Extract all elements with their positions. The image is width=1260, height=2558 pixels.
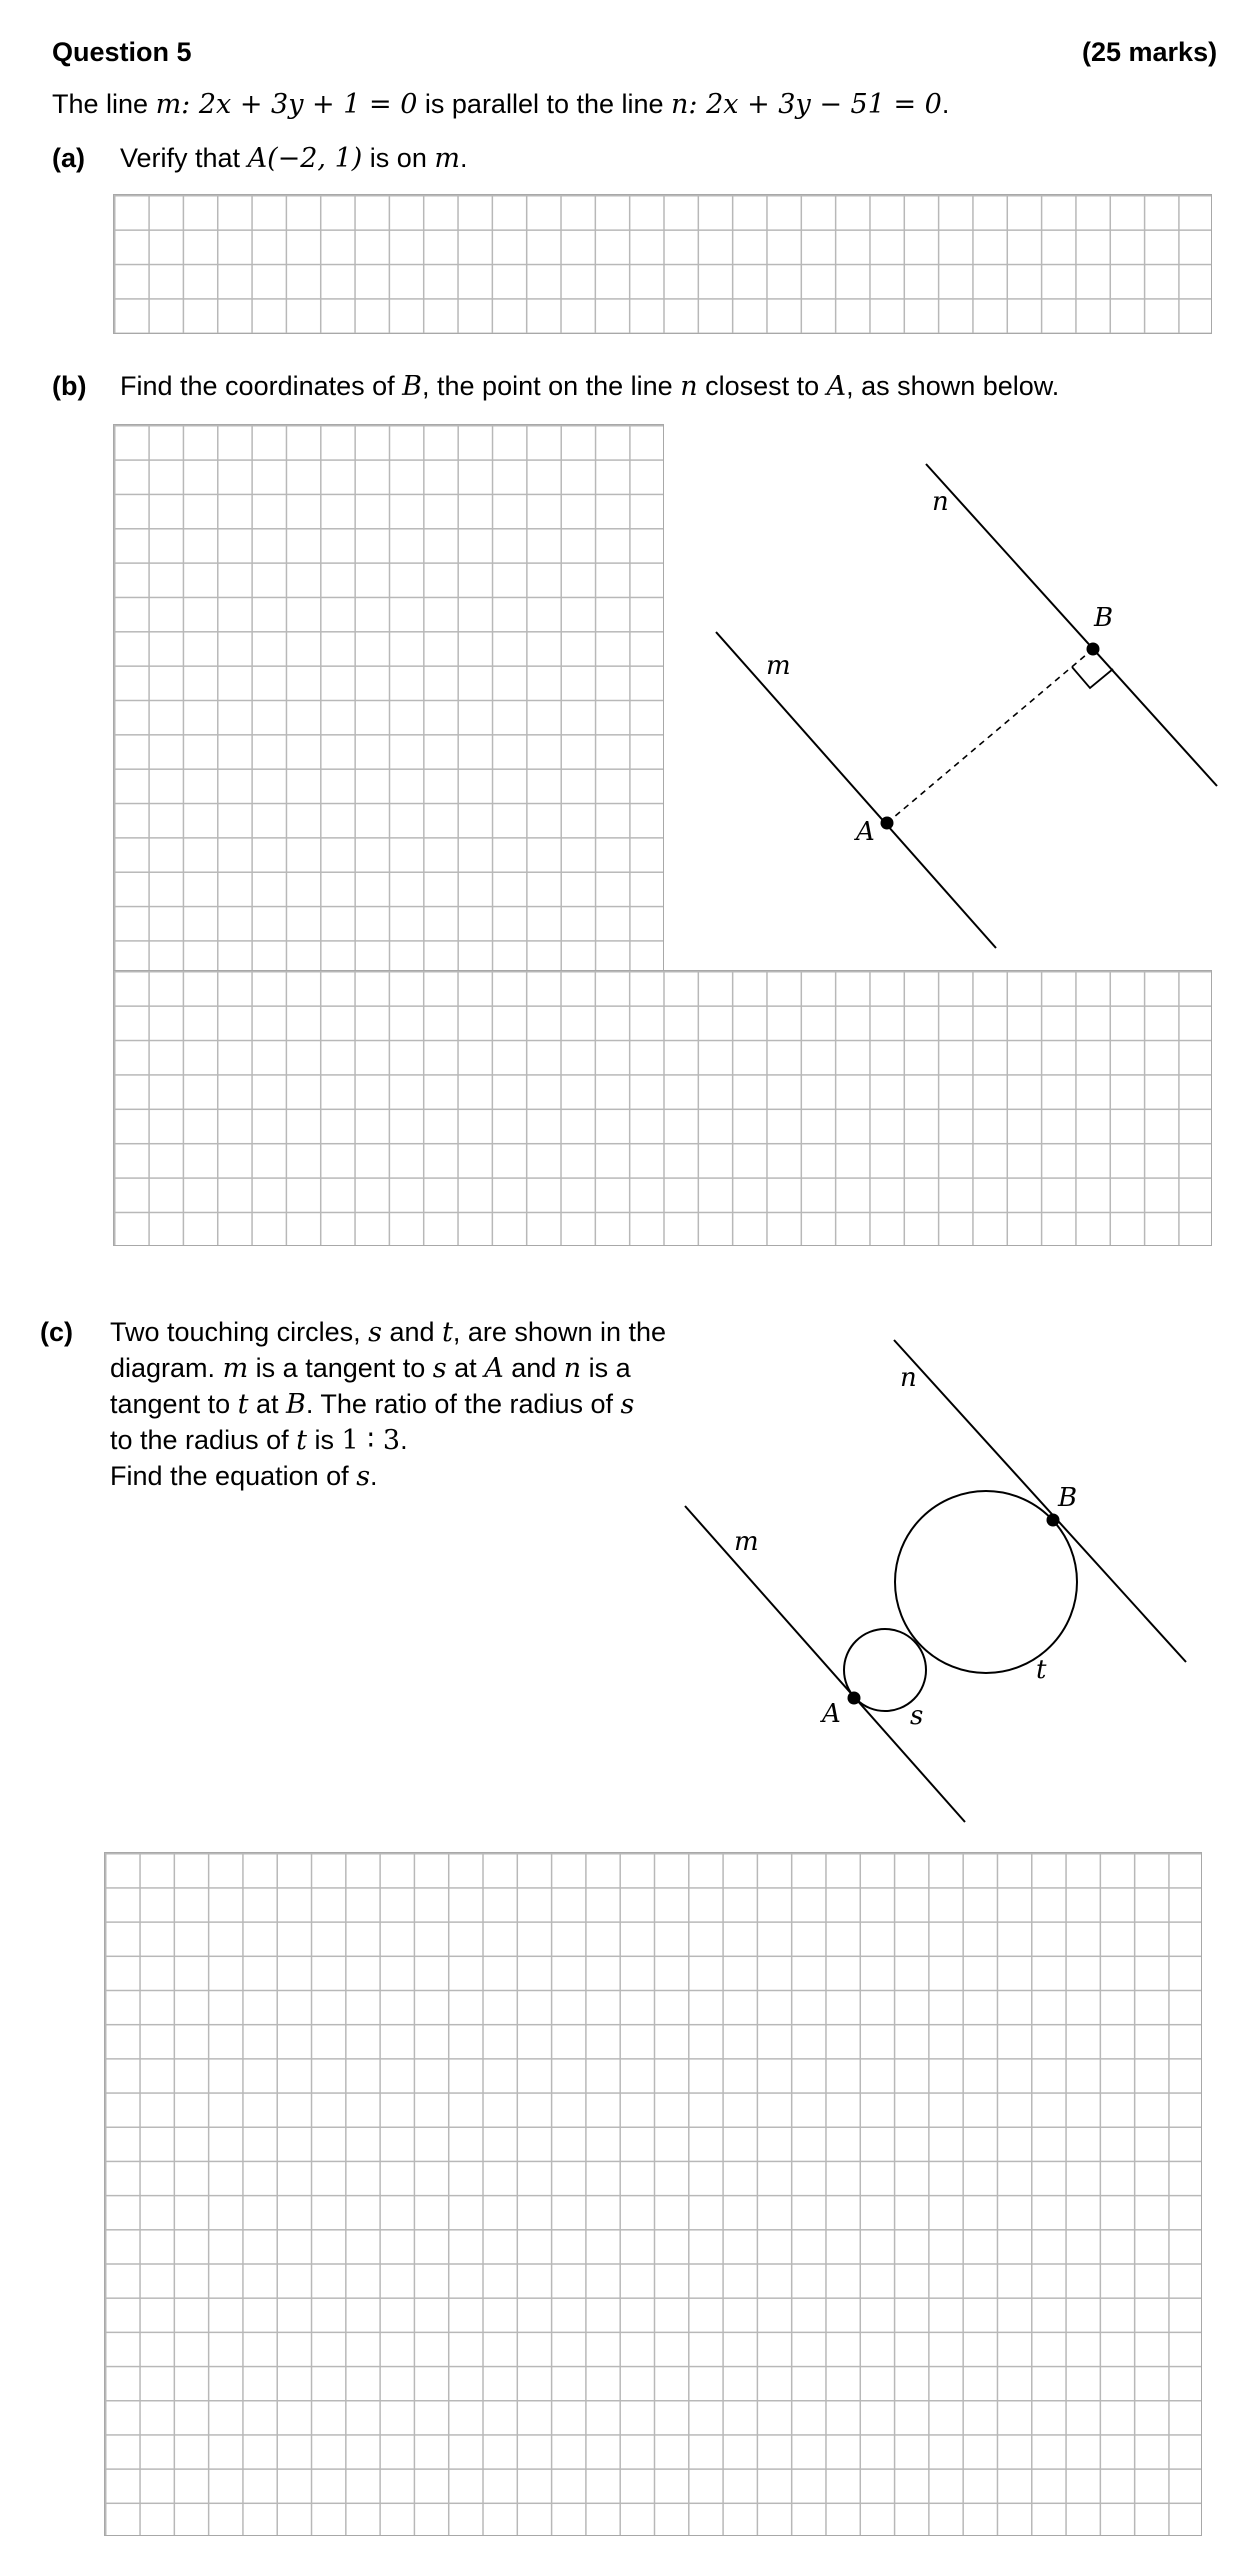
answer-grid-c[interactable] bbox=[104, 1852, 1202, 2536]
c-l4-pre: to the radius of bbox=[110, 1425, 297, 1455]
c-l2-n: n bbox=[563, 1353, 582, 1384]
c-l1-t: t bbox=[442, 1317, 453, 1348]
c-l2-m: m bbox=[222, 1353, 249, 1384]
point-b-ref: B bbox=[402, 371, 423, 402]
part-c-line-5 bbox=[110, 1458, 378, 1495]
c-l4-is: is bbox=[306, 1425, 342, 1455]
line-n-equation: n: 2x + 3y − 51 = 0 bbox=[671, 89, 942, 120]
c-l2-post: is a bbox=[581, 1353, 631, 1383]
question-marks: (25 marks) bbox=[1082, 37, 1218, 67]
part-b-pre: Find the coordinates of bbox=[120, 371, 403, 401]
point-a-ref: A bbox=[826, 371, 847, 402]
point-a: A(−2, 1) bbox=[247, 143, 363, 174]
c-l4-post: . bbox=[400, 1425, 408, 1455]
part-b-label: (b) bbox=[52, 371, 87, 401]
c-l2-a: A bbox=[484, 1353, 504, 1384]
question-title: Question 5 bbox=[52, 37, 192, 67]
label-b: B bbox=[1058, 1483, 1078, 1513]
line-m bbox=[685, 1506, 965, 1822]
c-l2-and: and bbox=[503, 1353, 564, 1383]
c-l1-post: , are shown in the bbox=[452, 1317, 667, 1347]
intro-mid: is parallel to the line bbox=[417, 89, 672, 119]
intro-post: . bbox=[941, 89, 950, 119]
line-m-equation: m: 2x + 3y + 1 = 0 bbox=[155, 89, 418, 120]
diagram-c bbox=[660, 1320, 1220, 1840]
perpendicular-dashed bbox=[887, 649, 1093, 823]
part-c-line-4 bbox=[110, 1422, 408, 1459]
label-n: n bbox=[900, 1363, 917, 1393]
part-a-mid: is on bbox=[362, 143, 435, 173]
c-l2-pre: diagram. bbox=[110, 1353, 223, 1383]
c-l3-pre: tangent to bbox=[110, 1389, 238, 1419]
c-l4-ratio: 1 ∶ 3 bbox=[341, 1425, 401, 1456]
part-c-line-2 bbox=[110, 1350, 631, 1387]
label-a: A bbox=[822, 1699, 841, 1729]
c-l1-pre: Two touching circles, bbox=[110, 1317, 369, 1347]
c-l2-mid: is a tangent to bbox=[248, 1353, 433, 1383]
label-a: A bbox=[856, 817, 875, 847]
part-a-label: (a) bbox=[52, 143, 85, 173]
answer-grid-a[interactable] bbox=[113, 194, 1212, 334]
c-l1-s: s bbox=[368, 1317, 382, 1348]
line-n bbox=[926, 464, 1217, 786]
intro-pre: The line bbox=[52, 89, 156, 119]
label-m: m bbox=[766, 651, 791, 681]
part-b-post: , as shown below. bbox=[846, 371, 1060, 401]
line-n-ref: n bbox=[680, 371, 698, 402]
point-a-dot bbox=[848, 1692, 861, 1705]
c-l5-s: s bbox=[356, 1461, 371, 1492]
diagram-b bbox=[680, 430, 1240, 970]
point-b-dot bbox=[1087, 643, 1100, 656]
label-b: B bbox=[1094, 603, 1114, 633]
label-t: t bbox=[1036, 1655, 1047, 1685]
part-c-line-1 bbox=[110, 1314, 666, 1351]
part-b-mid: , the point on the line bbox=[422, 371, 681, 401]
part-a-post: . bbox=[459, 143, 468, 173]
line-m bbox=[716, 632, 996, 948]
point-a-dot bbox=[881, 817, 894, 830]
intro-text bbox=[52, 86, 949, 123]
c-l3-post: . The ratio of the radius of bbox=[305, 1389, 621, 1419]
c-l3-at: at bbox=[248, 1389, 286, 1419]
c-l3-b: B bbox=[286, 1389, 306, 1420]
right-angle-marker bbox=[1072, 667, 1113, 688]
label-m: m bbox=[734, 1527, 759, 1557]
point-b-dot bbox=[1047, 1514, 1060, 1527]
line-m-ref: m bbox=[434, 143, 460, 174]
c-l2-s: s bbox=[432, 1353, 447, 1384]
part-a-text bbox=[120, 140, 467, 177]
part-c-line-3 bbox=[110, 1386, 634, 1423]
c-l1-and: and bbox=[381, 1317, 443, 1347]
line-n bbox=[894, 1340, 1186, 1662]
answer-grid-b-lower[interactable] bbox=[113, 970, 1212, 1246]
part-b-text bbox=[120, 368, 1059, 405]
part-c-label: (c) bbox=[40, 1317, 73, 1347]
label-s: s bbox=[910, 1701, 924, 1731]
label-n: n bbox=[932, 487, 949, 517]
answer-grid-b-upper[interactable] bbox=[113, 424, 664, 972]
c-l5-post: . bbox=[370, 1461, 378, 1491]
c-l2-at: at bbox=[446, 1353, 485, 1383]
part-b-mid2: closest to bbox=[697, 371, 827, 401]
c-l3-t: t bbox=[237, 1389, 249, 1420]
c-l4-t: t bbox=[296, 1425, 307, 1456]
c-l3-s: s bbox=[620, 1389, 635, 1420]
c-l5-pre: Find the equation of bbox=[110, 1461, 357, 1491]
part-a-pre: Verify that bbox=[120, 143, 248, 173]
